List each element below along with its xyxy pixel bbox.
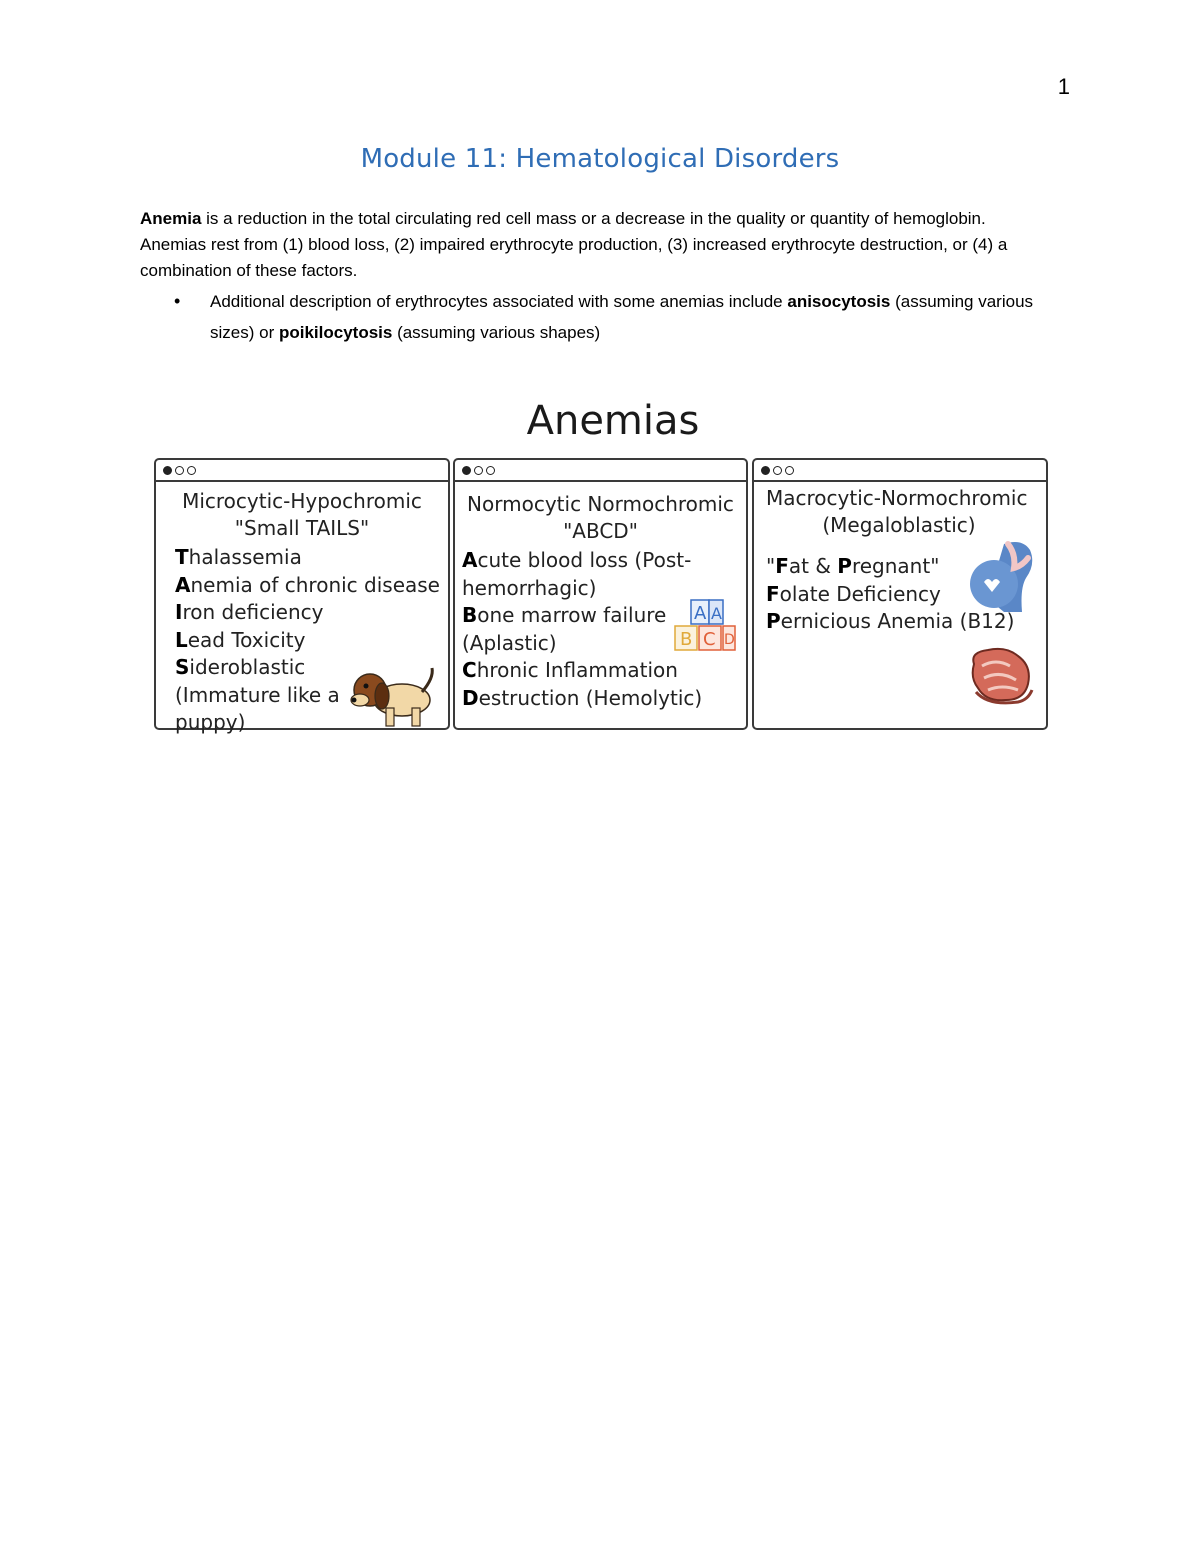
card-subheading: "ABCD" bbox=[563, 519, 638, 543]
bullet-marker: • bbox=[174, 291, 181, 311]
abc-blocks-icon bbox=[673, 596, 745, 654]
item-initial: A bbox=[175, 572, 191, 597]
list-item bbox=[175, 544, 448, 572]
window-dot-icon bbox=[761, 466, 770, 475]
item-rest: halassemia bbox=[188, 545, 302, 569]
card-window-bar bbox=[754, 460, 1046, 482]
list-item bbox=[462, 602, 670, 657]
window-dot-icon bbox=[462, 466, 471, 475]
list-item bbox=[462, 685, 746, 713]
card-subheading: "Small TAILS" bbox=[234, 516, 370, 540]
item-rest: nemia of chronic disease bbox=[190, 572, 440, 597]
anemia-definition: is a reduction in the total circulating red cell mass or a decrease in the quality or quantity of hemoglobin. Anemias rest from (1) blood loss, (2) impaired erythrocyte production, (3) increased erythrocyte destruction, or (4) a combination of these factors. bbox=[140, 209, 1008, 280]
card-window-bar bbox=[455, 460, 746, 482]
item-initial: L bbox=[175, 627, 188, 652]
bullet-middle: (assuming various sizes) or bbox=[210, 292, 1034, 342]
list-item bbox=[462, 657, 746, 685]
pregnant-woman-icon bbox=[964, 538, 1038, 616]
window-dot-icon bbox=[163, 466, 172, 475]
bullet-item bbox=[174, 286, 1034, 348]
bullet-suffix: (assuming various shapes) bbox=[392, 323, 601, 342]
card-heading-line: Normocytic Normochromic bbox=[467, 492, 734, 516]
window-dot-icon bbox=[773, 466, 782, 475]
page-number: 1 bbox=[1057, 74, 1070, 99]
bullet-prefix: Additional description of erythrocytes associated with some anemias include bbox=[210, 292, 788, 311]
list-item bbox=[175, 627, 448, 655]
card-heading bbox=[455, 491, 746, 545]
item-rest: at & bbox=[788, 554, 838, 578]
item-initial: F bbox=[775, 554, 789, 578]
item-initial: A bbox=[462, 548, 478, 572]
item-initial: D bbox=[462, 685, 479, 710]
item-initial: P bbox=[837, 554, 852, 578]
card-heading bbox=[766, 485, 1046, 539]
figure-title: Anemias bbox=[526, 398, 700, 444]
window-dot-icon bbox=[175, 466, 184, 475]
page-title: Module 11: Hematological Disorders bbox=[360, 144, 840, 174]
item-initial: B bbox=[462, 603, 478, 627]
item-rest: ead Toxicity bbox=[187, 627, 306, 652]
anemia-term: Anemia bbox=[140, 209, 202, 228]
block-letter: B bbox=[680, 629, 693, 650]
card-normocytic bbox=[453, 458, 748, 730]
window-dot-icon bbox=[187, 466, 196, 475]
item-initial: C bbox=[462, 658, 477, 682]
card-microcytic bbox=[154, 458, 450, 734]
block-letter: A bbox=[711, 604, 722, 623]
item-initial: T bbox=[175, 545, 189, 569]
item-rest: olate Deficiency bbox=[779, 581, 941, 606]
item-rest: cute blood loss (Post-hemorrhagic) bbox=[462, 548, 692, 600]
item-rest: hronic Inflammation bbox=[476, 658, 678, 682]
block-letter: A bbox=[694, 603, 707, 624]
block-letter: C bbox=[703, 629, 716, 650]
item-initial: I bbox=[175, 600, 183, 624]
poikilocytosis-term: poikilocytosis bbox=[278, 323, 393, 342]
intro-paragraph bbox=[140, 206, 1040, 284]
puppy-icon bbox=[342, 656, 438, 728]
item-rest: regnant" bbox=[851, 554, 940, 578]
card-window-bar bbox=[156, 460, 448, 482]
card-macrocytic bbox=[752, 458, 1048, 730]
anisocytosis-term: anisocytosis bbox=[787, 292, 891, 311]
window-dot-icon bbox=[785, 466, 794, 475]
item-rest: ernicious Anemia (B12) bbox=[780, 609, 1015, 633]
item-rest: ideroblastic (Immature like a puppy) bbox=[175, 655, 340, 734]
list-item bbox=[175, 572, 448, 600]
card-heading-line: Macrocytic-Normochromic bbox=[766, 486, 1028, 510]
list-item bbox=[462, 547, 694, 602]
item-initial: P bbox=[766, 609, 781, 633]
item-rest: one marrow failure (Aplastic) bbox=[462, 603, 667, 655]
block-letter: D bbox=[724, 632, 735, 648]
bullet-text bbox=[210, 286, 1034, 348]
steak-icon bbox=[966, 644, 1036, 706]
item-initial: S bbox=[175, 655, 190, 679]
window-dot-icon bbox=[474, 466, 483, 475]
window-dot-icon bbox=[486, 466, 495, 475]
quote-open: " bbox=[766, 554, 776, 578]
card-subheading: (Megaloblastic) bbox=[822, 513, 976, 537]
card-heading-line: Microcytic-Hypochromic bbox=[182, 489, 422, 513]
card-heading bbox=[156, 488, 448, 542]
item-initial: F bbox=[766, 581, 780, 606]
list-item bbox=[175, 599, 448, 627]
item-rest: ron deficiency bbox=[182, 600, 324, 624]
item-rest: estruction (Hemolytic) bbox=[478, 685, 703, 710]
